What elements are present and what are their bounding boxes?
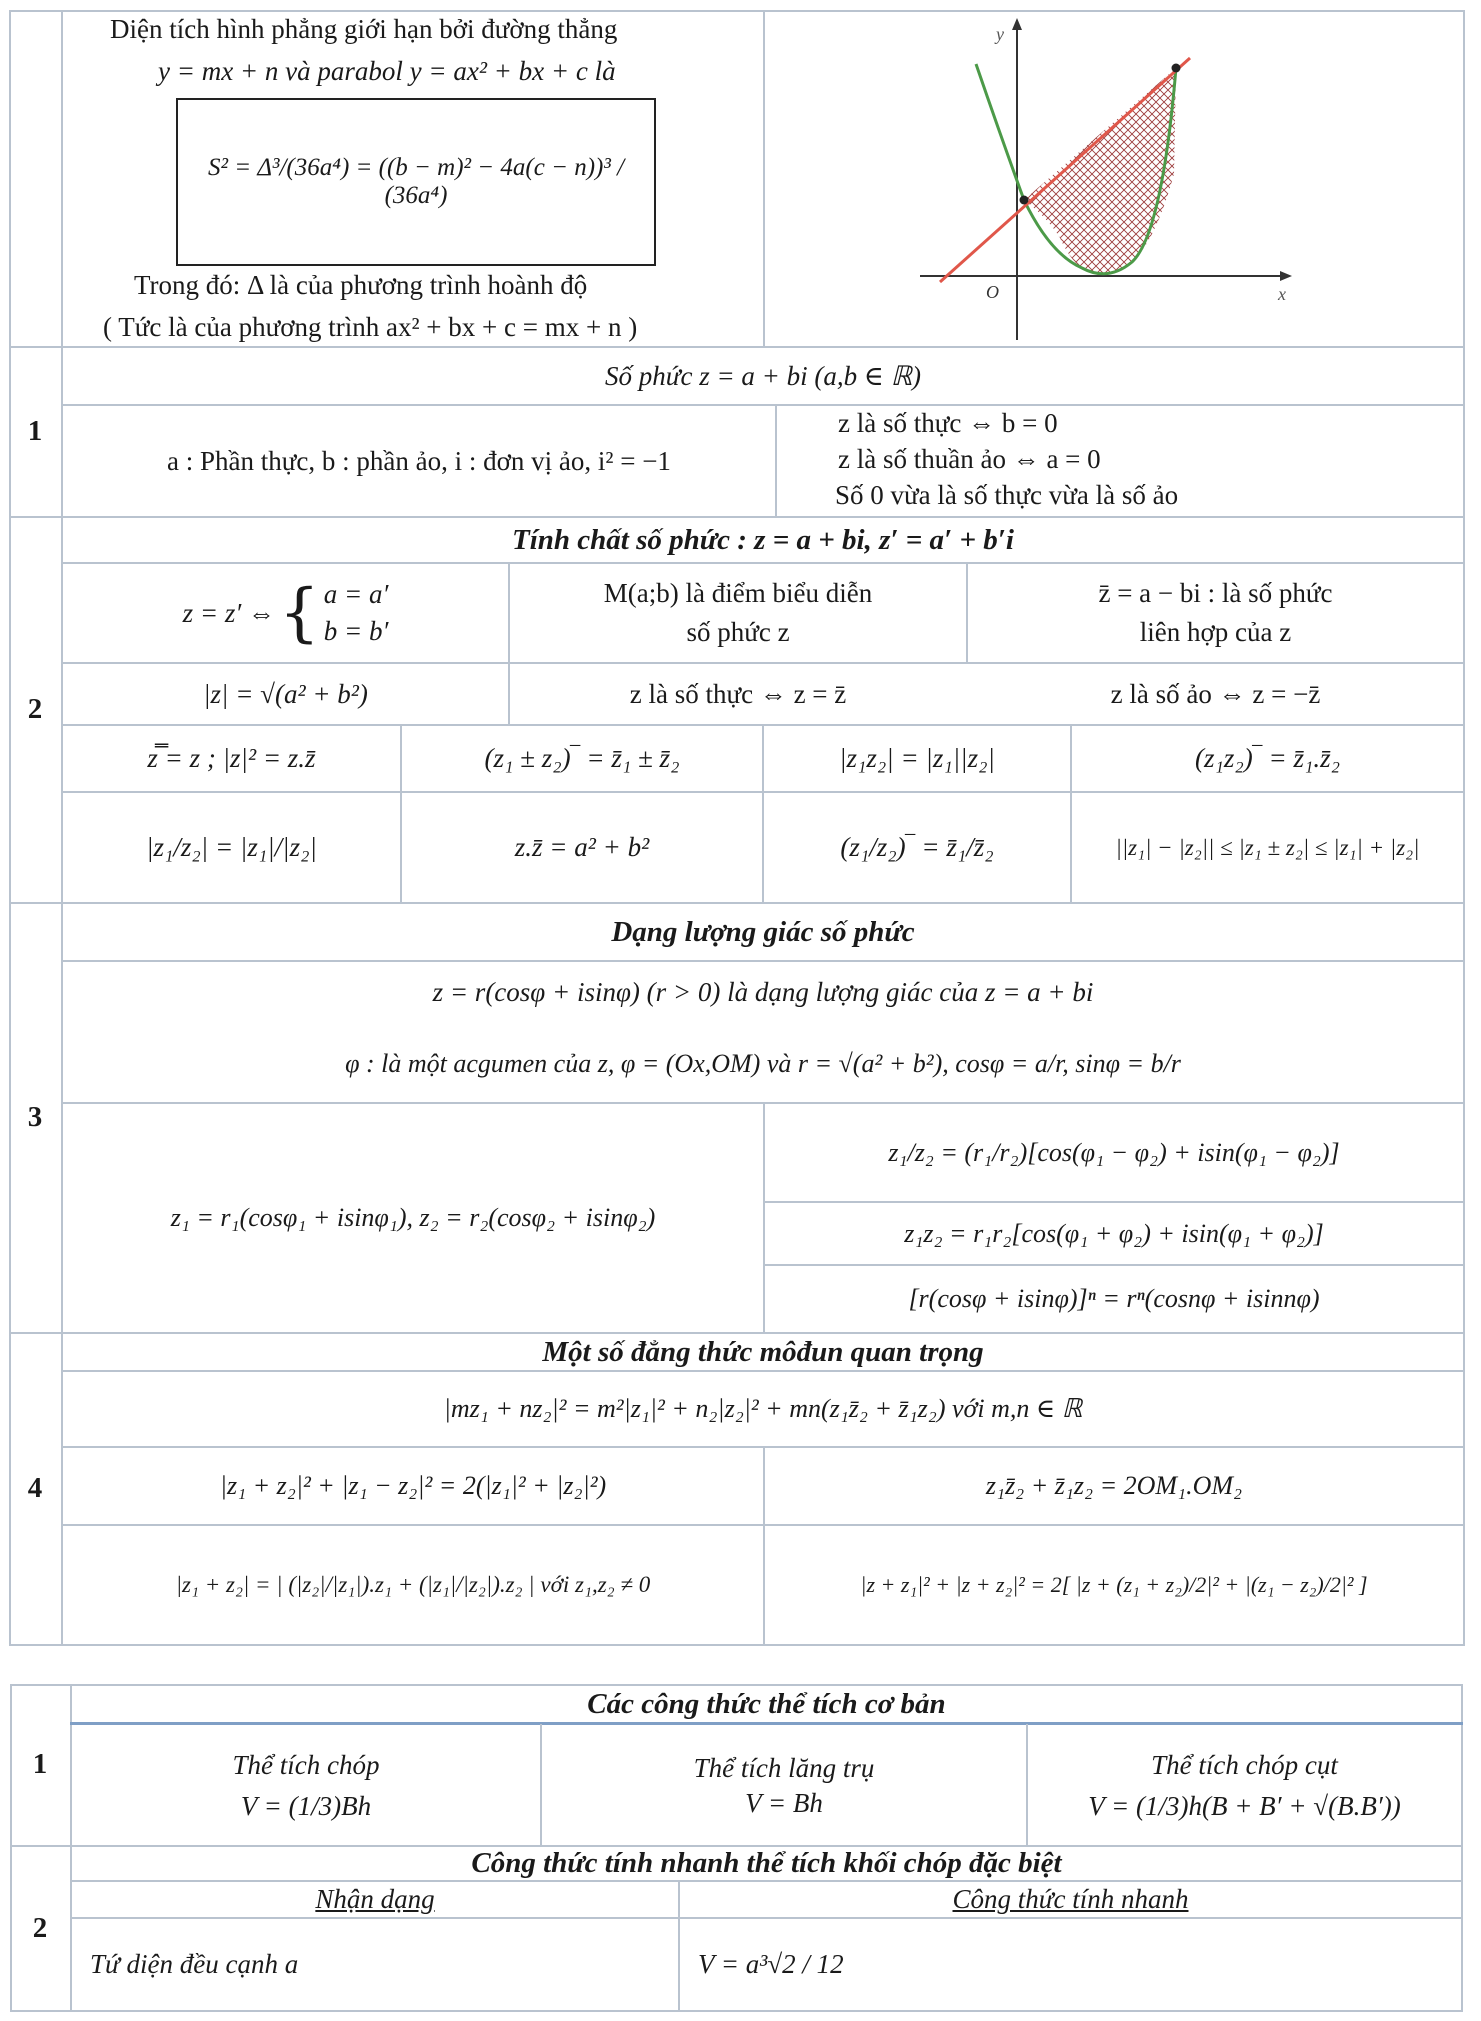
prism-volume-formula: V = Bh [745, 1787, 823, 1818]
parabola-line1: Diện tích hình phẳng giới hạn bởi đường thẳng [110, 14, 618, 44]
trig-form-title: Dạng lượng giác số phức [611, 915, 915, 948]
frustum-volume-formula: V = (1/3)h(B + B′ + √(B.B′)) [1088, 1790, 1401, 1821]
regular-tetrahedron-formula: V = a³√2 / 12 [698, 1949, 844, 1979]
origin-label: O [986, 282, 999, 302]
brace-icon: { [279, 576, 320, 650]
real-condition: z là số thực ⇔ b = 0 [838, 408, 1058, 438]
row-number-1: 1 [27, 414, 43, 447]
modulus-identities-title: Một số đẳng thức môđun quan trọng [542, 1335, 984, 1368]
shaded-region [1024, 68, 1176, 274]
point-representation-cell [510, 564, 966, 662]
point-line2: số phức z [686, 617, 790, 647]
zero-note: Số 0 vừa là số thực vừa là số ảo [835, 480, 1179, 510]
frustum-volume-label: Thể tích chóp cụt [1151, 1749, 1338, 1780]
conjugate-line1: z̄ = a − bi : là số phức [1098, 578, 1333, 608]
complex-number-definition: Số phức z = a + bi (a,b ∈ ℝ) [604, 360, 921, 391]
frustum-volume-cell [1028, 1726, 1461, 1845]
z-times-conjugate: z.z̄ = a² + b² [514, 832, 650, 862]
quick-formula-header: Công thức tính nhanh [952, 1884, 1189, 1914]
complex-parts: a : Phần thực, b : phần ảo, i : đơn vị ảo, i² = −1 [167, 445, 671, 476]
y-label: y [996, 24, 1004, 44]
basic-volume-title: Các công thức thể tích cơ bản [587, 1687, 946, 1720]
modulus-quotient: |z₁/z₂| = |z₁|/|z₂| [146, 832, 317, 862]
special-pyramid-title: Công thức tính nhanh thể tích khối chóp đặc biệt [471, 1847, 1062, 1879]
point-line1: M(a;b) là điểm biểu diễn [603, 578, 873, 608]
prism-volume-cell [542, 1726, 1026, 1845]
parabola-line-graph [900, 14, 1300, 344]
row-number-3: 3 [27, 1100, 43, 1133]
de-moivre: [r(cosφ + isinφ)]ⁿ = rⁿ(cosnφ + isinnφ) [908, 1284, 1320, 1313]
parabola-note1: Trong đó: Δ là của phương trình hoành độ [134, 270, 588, 300]
pure-imaginary-condition: z là số thuần ảo ⇔ a = 0 [838, 444, 1101, 474]
conjugate-product: (z₁z₂)‾ = z̄₁.z̄₂ [1194, 743, 1341, 773]
median-identity: |z + z₁|² + |z + z₂|² = 2[ |z + (z₁ + z₂)/2|² + |(z₁ − z₂)/2|² ] [860, 1572, 1368, 1597]
y-axis-arrow-icon [1012, 18, 1022, 30]
regular-tetrahedron-label: Tứ diện đều cạnh a [90, 1949, 299, 1979]
modulus-product: |z₁z₂| = |z₁||z₂| [839, 743, 995, 773]
conjugate-cell [968, 564, 1463, 662]
area-formula-box: S² = Δ³/(36a⁴) = ((b − m)² − 4a(c − n))³ / (36a⁴) [176, 98, 656, 266]
intersection-point-left [1020, 196, 1029, 205]
equality-system [324, 579, 389, 647]
argument-definition: φ : là một acgumen của z, φ = (Ox,OM) và r = √(a² + b²), cosφ = a/r, sinφ = b/r [345, 1049, 1181, 1078]
dot-product-identity: z₁z̄₂ + z̄₁z₂ = 2OM₁.OM₂ [985, 1471, 1243, 1500]
equality-cell [63, 564, 508, 662]
equality-a: a = a′ [323, 579, 389, 609]
x-axis-arrow-icon [1280, 271, 1292, 281]
volume-row-number-2: 2 [32, 1912, 48, 1944]
conjugate-sum: (z₁ ± z₂)‾ = z̄₁ ± z̄₂ [484, 743, 680, 773]
trig-form-definition: z = r(cosφ + isinφ) (r > 0) là dạng lượng giác của z = a + bi [432, 976, 1094, 1007]
row-number-2: 2 [27, 692, 43, 725]
volume-row-number-1: 1 [32, 1748, 48, 1780]
parabola-line2: y = mx + n và parabol y = ax² + bx + c là [158, 56, 616, 86]
trig-quotient: z₁/z₂ = (r₁/r₂)[cos(φ₁ − φ₂) + isin(φ₁ − φ₂)] [888, 1137, 1340, 1167]
complex-properties-title: Tính chất số phức : z = a + bi, z′ = a′ + b′i [512, 523, 1014, 556]
imaginary-iff-neg-conjugate: z là số ảo ⇔ z = −z̄ [1110, 678, 1321, 709]
trig-pair: z₁ = r₁(cosφ₁ + isinφ₁), z₂ = r₂(cosφ₂ + isinφ₂) [170, 1203, 656, 1232]
row-number-4: 4 [27, 1471, 43, 1504]
equality-lhs: z = z′ ⇔ [182, 597, 276, 628]
double-conjugate: z̿ = z ; |z|² = z.z̄ [147, 743, 316, 773]
conjugate-line2: liên hợp của z [1139, 617, 1292, 647]
pyramid-volume-formula: V = (1/3)Bh [240, 1790, 372, 1821]
identity-mz-nz: |mz₁ + nz₂|² = m²|z₁|² + n₂|z₂|² + mn(z₁z̄₂ + z̄₁z₂) với m,n ∈ ℝ [443, 1394, 1083, 1423]
equality-b: b = b′ [323, 616, 389, 646]
triangle-inequality: ||z₁| − |z₂|| ≤ |z₁ ± z₂| ≤ |z₁| + |z₂| [1115, 834, 1420, 860]
real-iff-conjugate: z là số thực ⇔ z = z̄ [629, 678, 847, 709]
trig-product: z₁z₂ = r₁r₂[cos(φ₁ + φ₂) + isin(φ₁ + φ₂)] [904, 1218, 1324, 1248]
identification-header: Nhận dạng [315, 1884, 435, 1914]
prism-volume-label: Thể tích lăng trụ [693, 1752, 875, 1783]
modulus-formula: |z| = √(a² + b²) [203, 678, 368, 709]
conjugate-quotient: (z₁/z₂)‾ = z̄₁/z̄₂ [840, 832, 994, 862]
pyramid-volume-cell [72, 1726, 540, 1845]
sum-modulus-identity: |z₁ + z₂| = | (|z₂|/|z₁|).z₁ + (|z₁|/|z₂|).z₂ | với z₁,z₂ ≠ 0 [175, 1572, 651, 1597]
x-label: x [1278, 284, 1286, 304]
parallelogram-identity: |z₁ + z₂|² + |z₁ − z₂|² = 2(|z₁|² + |z₂|²) [219, 1471, 607, 1500]
pyramid-volume-label: Thể tích chóp [232, 1749, 380, 1780]
parabola-note2: ( Tức là của phương trình ax² + bx + c = mx + n ) [103, 312, 638, 342]
intersection-point-right [1172, 64, 1181, 73]
